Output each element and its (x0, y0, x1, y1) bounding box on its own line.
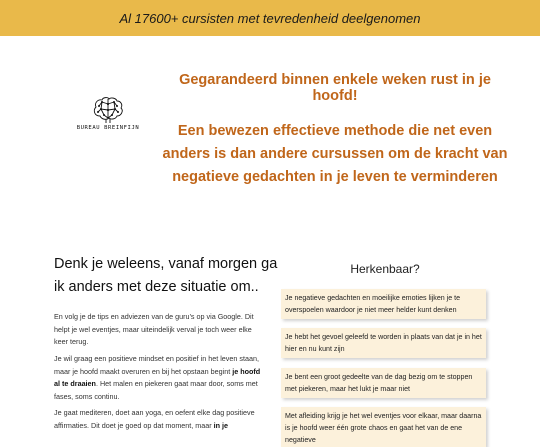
paragraph-2 (54, 353, 262, 403)
recognizable-card: Met afleiding krijg je het wel eventjes voor elkaar, maar daarna is je hoofd weer één grote chaos en gaat het van de ene negatieve (281, 407, 486, 447)
logo[interactable] (72, 96, 144, 138)
brain-icon (91, 96, 125, 124)
top-banner (0, 0, 540, 36)
paragraph-1: En volg je de tips en adviezen van de guru’s op via Google. Dit helpt je wel eventjes, maar uiteindelijk verval je toch weer elke keer terug. (54, 312, 254, 346)
recognizable-card: Je bent een groot gedeelte van de dag bezig om te stoppen met piekeren, maar het lukt je maar niet (281, 368, 486, 398)
paragraph-3-bold: in je (213, 420, 229, 430)
recognizable-card: Je negatieve gedachten en moeilijke emoties lijken je te overspoelen waardoor je niet meer helder kunt denken (281, 289, 486, 319)
paragraph-3 (54, 407, 262, 432)
recognizable-card: Je hebt het gevoel geleefd te worden in plaats van dat je in het hier en nu kunt zijn (281, 328, 486, 358)
paragraph-2-bold: je hoofd al te draaien (54, 366, 261, 388)
hero (160, 72, 510, 189)
logo-text: BUREAU BREINFIJN (76, 125, 140, 131)
recognizable-title: Herkenbaar? (350, 262, 420, 276)
paragraph-2-text: Je wil graag een positieve mindset en positief in het leven staan, maar je hoofd maakt overuren en bij het opstaan begint (54, 354, 259, 376)
hero-headline: Gegarandeerd binnen enkele weken rust in je hoofd! (179, 72, 491, 104)
section-heading: Denk je weleens, vanaf morgen ga ik anders met deze situatie om.. (54, 256, 278, 295)
hero-subheadline: Een bewezen effectieve methode die net even anders is dan andere cursussen om de kracht van negatieve gedachten in je leven te verminderen (162, 123, 508, 185)
paragraph-3-text: Je gaat mediteren, doet aan yoga, en oefent elke dag positieve affirmaties. Dit doet je goed op dat moment, maar (54, 408, 255, 430)
paragraph-2-end: . Het malen en piekeren gaat maar door, soms met fases, soms continu. (54, 379, 258, 401)
banner-text: Al 17600+ cursisten met tevredenheid deelgenomen (119, 10, 421, 26)
